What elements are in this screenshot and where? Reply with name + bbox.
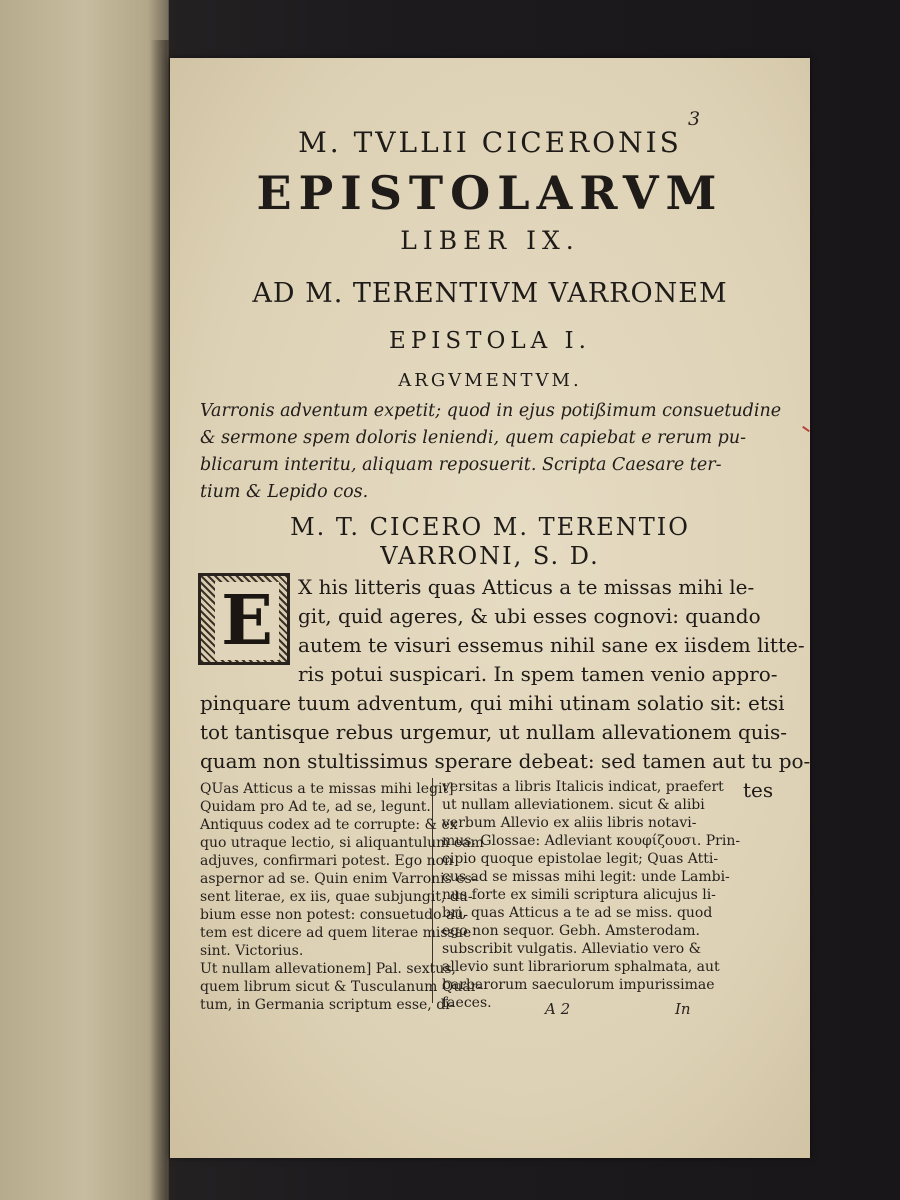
page-number: 3: [688, 108, 701, 130]
note-line: subscribit vulgatis. Alleviatio vero &: [442, 941, 702, 957]
note-line: bri, quas Atticus a te ad se miss. quod: [442, 905, 713, 921]
work-title: EPISTOLARVM: [256, 166, 724, 220]
body-line: X his litteris quas Atticus a te missas mihi le-: [298, 575, 755, 599]
note-line: tum, in Germania scriptum esse, di-: [200, 997, 455, 1013]
note-line: mus. Glossae: Adleviant κουφίζουσι. Prin-: [442, 833, 741, 849]
addressee-heading: AD M. TERENTIVM VARRONEM: [252, 278, 728, 309]
body-line: git, quid ageres, & ubi esses cognovi: quando: [298, 604, 761, 628]
note-line: cus ad se missas mihi legit: unde Lambi-: [442, 869, 730, 885]
note-line: bium esse non potest: consuetudo au-: [200, 907, 469, 923]
note-line: tem est dicere ad quem literae missae: [200, 925, 472, 941]
note-line: allevio sunt librariorum sphalmata, aut: [442, 959, 720, 975]
argument-line: blicarum interitu, aliquam reposuerit. Scripta Caesare ter-: [200, 455, 722, 475]
argument-line: & sermone spem doloris leniendi, quem capiebat e rerum pu-: [200, 428, 747, 448]
note-line: barbarorum saeculorum impurissimae: [442, 977, 715, 993]
note-line: Quidam pro Ad te, ad se, legunt.: [200, 799, 431, 815]
argument-text: [200, 398, 800, 506]
body-line: autem te visuri essemus nihil sane ex iisdem litte-: [298, 633, 805, 657]
note-line: Antiquus codex ad te corrupte: & ex: [200, 817, 458, 833]
note-line: nus forte ex simili scriptura alicujus li-: [442, 887, 716, 903]
initial-letter: E: [215, 582, 279, 660]
body-line: ris potui suspicari. In spem tamen venio appro-: [298, 662, 778, 686]
note-line: sent literae, ex iis, quae subjungit, du-: [200, 889, 473, 905]
body-line: tes: [743, 778, 774, 802]
margin-mark: [802, 426, 810, 432]
book-number: LIBER IX.: [400, 226, 580, 255]
signature-mark: A 2: [545, 1000, 571, 1018]
argument-line: tium & Lepido cos.: [200, 482, 369, 502]
note-line: quo utraque lectio, si aliquantulum eam: [200, 835, 484, 851]
book-page: [170, 58, 810, 1158]
salutation-line: M. T. CICERO M. TERENTIO: [290, 513, 690, 541]
note-line: QUas Atticus a te missas mihi legit]: [200, 781, 454, 797]
note-line: adjuves, confirmari potest. Ego non: [200, 853, 454, 869]
note-line: ego non sequor. Gebh. Amsterodam.: [442, 923, 700, 939]
note-line: ut nullam alleviationem. sicut & alibi: [442, 797, 705, 813]
body-line: pinquare tuum adventum, qui mihi utinam solatio sit: etsi: [200, 691, 785, 715]
note-line: Ut nullam allevationem] Pal. sextus,: [200, 961, 456, 977]
catchword: In: [675, 1000, 691, 1018]
note-line: quem librum sicut & Tusculanum Quar-: [200, 979, 483, 995]
body-line: tot tantisque rebus urgemur, ut nullam allevationem quis-: [200, 720, 788, 744]
note-line: aspernor ad se. Quin enim Varronis es-: [200, 871, 477, 887]
letter-number: EPISTOLA I.: [389, 328, 591, 354]
argument-label: ARGVMENTVM.: [398, 370, 582, 391]
salutation-line: VARRONI, S. D.: [380, 542, 600, 570]
note-line: sint. Victorius.: [200, 943, 304, 959]
note-line: versitas a libris Italicis indicat, praefert: [442, 779, 724, 795]
note-line: verbum Allevio ex aliis libris notavi-: [442, 815, 697, 831]
body-line: quam non stultissimus sperare debeat: sed tamen aut tu po-: [200, 749, 811, 773]
note-line: cipio quoque epistolae legit; Quas Atti-: [442, 851, 719, 867]
note-line: faeces.: [442, 995, 492, 1011]
author-heading: M. TVLLII CICERONIS: [298, 126, 682, 159]
left-page-edge: [0, 0, 169, 1200]
argument-line: Varronis adventum expetit; quod in ejus potißimum consuetudine: [200, 401, 782, 421]
decorated-initial: [198, 573, 290, 665]
